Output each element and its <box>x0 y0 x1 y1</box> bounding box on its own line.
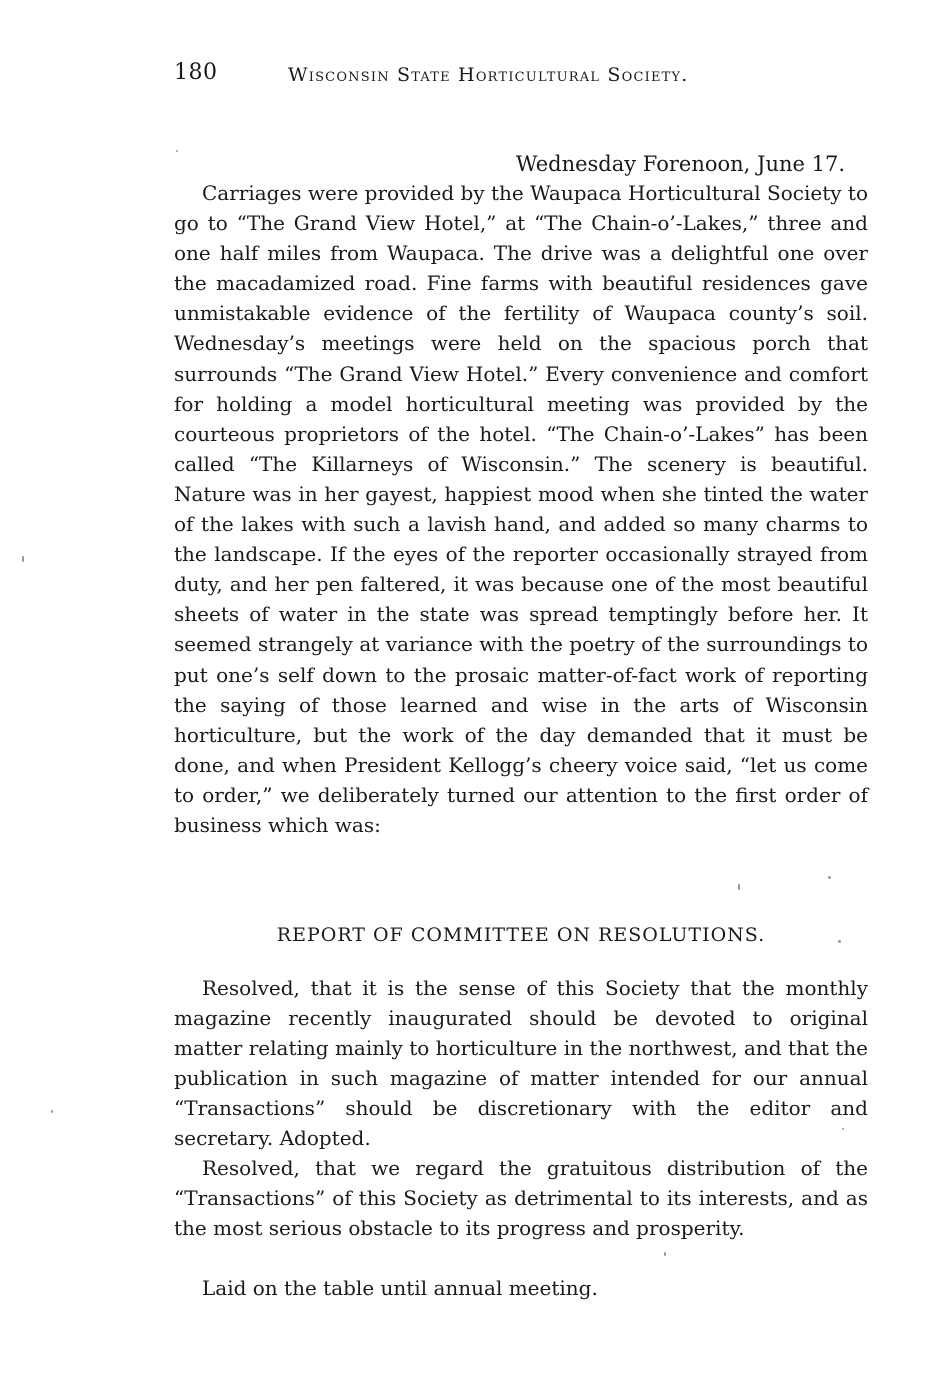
page-number: 180 <box>174 60 218 85</box>
resolution-paragraph-2: Resolved, that we regard the gratuitous distribution of the “Transactions” of this Society as detrimental to its interests, and as the most serious obstacle to its progress and prosperity. <box>174 1156 868 1241</box>
running-head: Wisconsin State Horticultural Society. <box>288 64 689 86</box>
closing-paragraph: Laid on the table until annual meeting. <box>202 1276 598 1300</box>
page-header <box>174 60 774 94</box>
scan-speck <box>738 884 740 890</box>
resolution-paragraph-1: Resolved, that it is the sense of this Society that the monthly magazine recently inaugurated should be devoted to original matter relating mainly to horticulture in the northwest, and that the publication in such magazine of matter intended for our annual “Transactions” should be discretionary with the editor and secretary. Adopted. <box>174 976 868 1151</box>
scan-speck <box>176 150 178 152</box>
scan-speck <box>842 1128 844 1130</box>
scan-speck <box>51 1110 53 1113</box>
intro-paragraph: Carriages were provided by the Waupaca Horticultural Society to go to “The Grand View Hotel,” at “The Chain-o’-Lakes,” three and one half miles from Waupaca. The drive was a delightful one over the macadamized road. Fine farms with beautiful residences gave unmistakable evidence of the fertility of Waupaca county’s soil. Wednesday’s meetings were held on the spacious porch that surrounds “The Grand View Hotel.” Every convenience and comfort for holding a model horticultural meeting was provided by the courteous proprietors of the hotel. “The Chain-o’-Lakes” has been called “The Killarneys of Wisconsin.” The scenery is beautiful. Nature was in her gayest, happiest mood when she tinted the water of the lakes with such a lavish hand, and added so many charms to the landscape. If the eyes of the reporter occasionally strayed from duty, and her pen faltered, it was because one of the most beautiful sheets of water in the state was spread temptingly before her. It seemed strangely at variance with the poetry of the surroundings to put one’s self down to the prosaic matter-of-fact work of reporting the saying of those learned and wise in the arts of Wisconsin horticulture, but the work of the day demanded that it must be done, and when President Kellogg’s cheery voice said, “let us come to order,” we deliberately turned our attention to the first order of business which was: <box>174 181 868 837</box>
scan-speck <box>664 1252 666 1256</box>
scan-speck <box>828 876 831 879</box>
scan-speck <box>22 556 24 562</box>
section-heading: REPORT OF COMMITTEE ON RESOLUTIONS. <box>276 924 766 946</box>
dateline: Wednesday Forenoon, June 17. <box>515 152 845 176</box>
scan-speck <box>838 940 841 943</box>
